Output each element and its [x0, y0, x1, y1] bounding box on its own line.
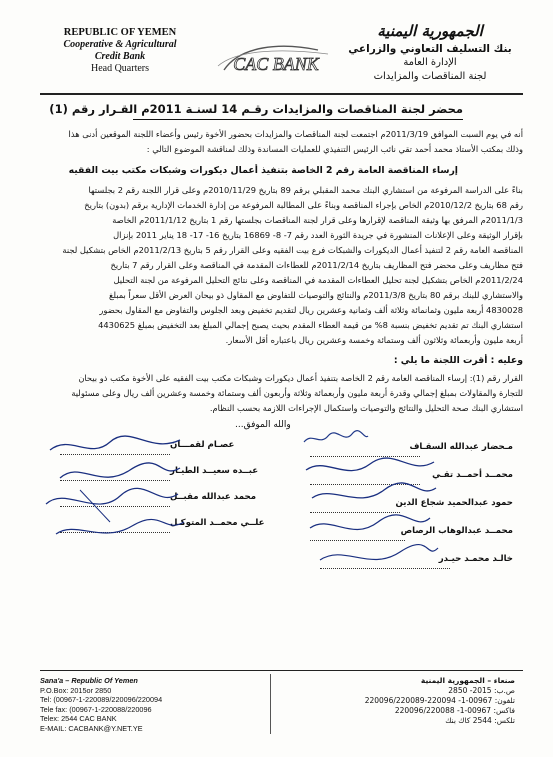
header-en-country: REPUBLIC OF YEMEN [63, 27, 177, 38]
intro-line-1: أنه في يوم السبت الموافق 2011/3/19م اجتمعت لجنة المناقصات والمزايدات بحضور الأخوة رئيس وأعضاء اللجنة الموقعين أدنى هذا [68, 129, 523, 139]
body-line: رقم 68 بتاريخ 2010/12/2م الخاص بإجراء المناقصة وبناءً على المطالبة المرفوعة من إدارة الخدمات الإدارية برقم (بدون) بتاريخ [84, 200, 523, 210]
body-line: بإقرار الوثيقة وعلى الإعلانات المنشورة في جريدة الثورة العدد رقم 7- 8- 16869 بتاريخ 16- 17- 18 يناير 2011 بإنزال [113, 230, 523, 240]
header-en-hq: Head Quarters [90, 63, 150, 74]
decision-line: للتجارة والمقاولات بمبلغ إجمالي وقدرة أربعة مليون وأربعمائة وثلاثة وأربعون ألف وستمائة وخمسة وعشرين ألف ريال وعلى مسئولية [71, 388, 523, 398]
footer-divider [40, 670, 523, 671]
header-english [40, 27, 200, 75]
subject-heading: إرساء المناقصة العامة رقم 2 الخاصة بتنفيذ أعمال ديكورات وشبكات مكتب بيت الفقيه [68, 165, 458, 176]
footer-ar-tel: تلفون: 00967-1- 220094-220096/220089 [364, 696, 515, 705]
footer-en-address: Sana'a – Republic Of Yemen [40, 676, 138, 685]
body-line: 2011/1/3م المرفق بها وثيقة المناقصة لإقرارها وعلى قرار لجنة المناقصات بجلستها رقم 1 بتاريخ 2011/1/12م الخاصة [112, 215, 523, 225]
handwritten-signatures-right [300, 456, 440, 576]
header-ar-hq: الإدارة العامة [403, 57, 457, 68]
header-ar-country: الجمهورية اليمنية [377, 22, 483, 40]
footer-en-telex: Telex: 2544 CAC BANK [40, 714, 117, 724]
footer-en-pobox: P.O.Box: 2015or 2850 [40, 685, 112, 695]
signatory-left-3: محمد عبدالله مقبــل [170, 492, 257, 502]
footer-english [40, 676, 162, 734]
signatory-right-1: مـحضار عبدالله السقـاف [409, 442, 513, 452]
signatory-right-3: حمود عبدالحميد شجاع الدين [395, 498, 513, 508]
footer-en-tel: Tel: (00967-1-220089/220096/220094 [40, 695, 163, 705]
body-line: استشاري البنك تم تقديم تخفيض بنسبة 8% من قيمة العطاء المقدم بحيث يصبح إجمالي المبلغ بعد التخفيض بمبلغ 4430625 [98, 320, 523, 330]
footer-ar-address: صنعاء – الجمهورية اليمنية [420, 676, 515, 685]
signatory-left-4: علــي محمــد المتوكـل [170, 518, 265, 528]
body-line: والاستشاري للبنك برقم 80 بتاريخ 2011/3/8م والنتائج والتوصيات للتفاوض مع المقاول ذو بيحان العرض الأقل سعراً بمبلغ [109, 290, 523, 300]
header-ar-bank: بنك التسليف التعاوني والزراعي [348, 43, 512, 55]
signatory-left-2: عبــده سعيــد الطيـار [170, 466, 259, 476]
body-line: أربعة مليون وأربعمائة وثلاثون ألف وستمائة وخمسة وعشرين ريال باعتباره أقل الأسعار. [225, 335, 523, 345]
decision-line: استشاري البنك صحة التحليل والنتائج والتوصيات واستكمال الإجراءات اللازمة بحسب النظام. [209, 403, 523, 413]
footer-ar-pobox: ص.ب: 2015- 2850 [448, 686, 515, 695]
logo-text: CAC BANK [233, 54, 319, 74]
footer-en-fax: Tele fax: (00967-1-220088/220096 [40, 704, 152, 714]
decision-line: القرار رقم (1): إرساء المناقصة العامة رقم 2 الخاصة بتنفيذ أعمال ديكورات وشبكات مكتب بيت الفقيه على الأخوة مكتب ذو بيحان [78, 373, 523, 383]
date-stamp [300, 428, 370, 450]
signatory-left-1: عصـام لقمـــان [170, 440, 235, 450]
document-title: محضر لجنة المناقصات والمزايدات رقـم 14 لسنـة 2011م القـرار رقم (1) [49, 102, 463, 116]
header-ar-committee: لجنة المناقصات والمزايدات [373, 71, 487, 82]
footer-ar-telex: تلكس: 2544 كاك بنك [445, 716, 515, 725]
closing-text: والله الموفق... [235, 420, 291, 430]
header-arabic [345, 20, 515, 84]
footer-en-email: E-MAIL: CACBANK@Y.NET.YE [40, 723, 143, 733]
header-divider [40, 93, 523, 95]
footer-arabic [365, 676, 515, 726]
title-underline [133, 119, 463, 120]
signatory-right-4: محمــد عبدالوهاب الرصاص [400, 526, 513, 536]
cac-bank-logo [210, 40, 340, 78]
decision-heading: وعليه : أقرت اللجنة ما يلي : [393, 355, 523, 366]
body-line: بناءً على الدراسة المرفوعة من استشاري البنك محمد المقبلي برقم 89 بتاريخ 2010/11/29م وعلى قرار اللجنة رقم 2 بجلستها [88, 185, 523, 195]
body-line: فتح مظاريف وعلى محضر فتح المظاريف بتاريخ 2011/2/14م للعطاءات المقدمة في المناقصة وعلى القرار رقم 7 بتاريخ [110, 260, 523, 270]
body-line: 4830028 أربعة مليون وثمانمائة وثلاثة ألف وثمانية وعشرين ريال لتقديم تخفيض وبعد الجلوس والتفاوض مع المقاول بحضور [99, 305, 523, 315]
handwritten-signatures-left [40, 430, 190, 550]
header-en-bank-line2: Credit Bank [94, 51, 146, 62]
body-line: المناقصة العامة رقم 2 لتنفيذ أعمال الديكورات والشبكات فرع بيت الفقيه وعلى القرار رقم 5 بتاريخ 2011/2/13م الخاص بتشكيل لجنة [62, 245, 523, 255]
header-en-bank-line1: Cooperative & Agricultural [63, 39, 177, 50]
signatory-right-2: محمــد أحمــد تقـي [432, 470, 513, 480]
intro-line-2: وذلك بمكتب الأستاذ محمد أحمد تقي نائب الرئيس التنفيذي للعمليات المساندة وذلك لمناقشة الموضوع التالي : [146, 144, 523, 154]
body-line: 2011/2/24م الخاص بتشكيل لجنة تحليل العطاءات المقدمة في المناقصة وعلى نتائج التحليل المرفوعة من لجنة التحليل [113, 275, 523, 285]
footer-ar-fax: فاكس: 00967-1- 220096/220088 [394, 706, 515, 715]
footer-separator [270, 674, 271, 734]
signatory-right-5: خالـد محمـد حيـدر [438, 554, 513, 564]
